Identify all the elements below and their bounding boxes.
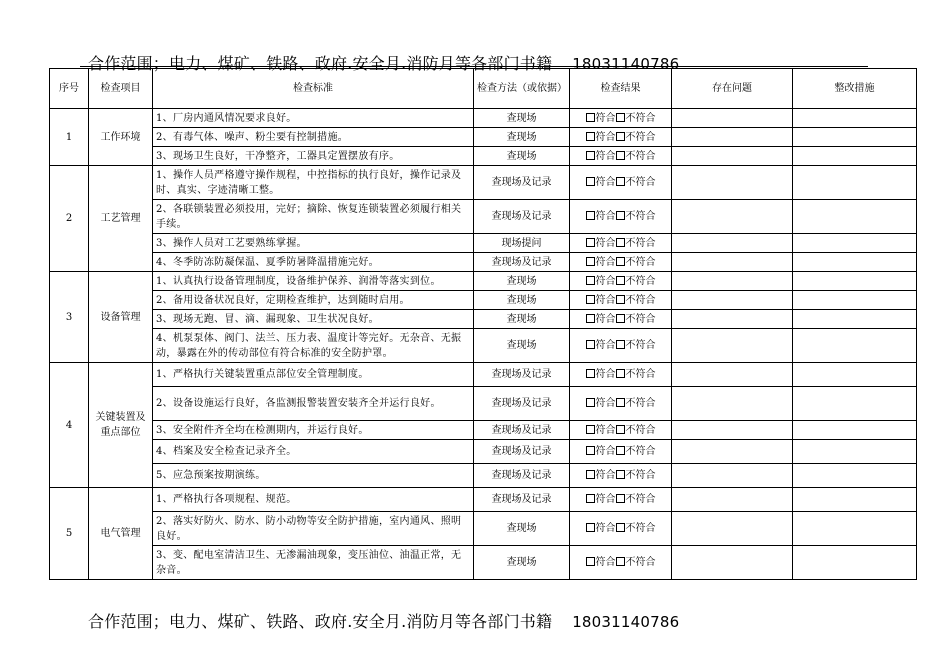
fix-cell[interactable] — [793, 200, 917, 234]
issue-cell[interactable] — [672, 147, 793, 166]
fail-label: 不符合 — [625, 523, 656, 534]
table-row — [50, 387, 917, 421]
check-standard: 2、各联锁装置必须投用，完好；摘除、恢复连锁装置必须履行相关手续。 — [153, 200, 474, 234]
table-row — [50, 291, 917, 310]
pass-label: 符合 — [595, 275, 616, 287]
fix-cell[interactable] — [793, 310, 917, 329]
check-method: 查现场 — [474, 546, 570, 580]
fail-label: 不符合 — [625, 398, 656, 409]
pass-label: 符合 — [595, 177, 616, 188]
fix-cell[interactable] — [793, 166, 917, 200]
fail-label: 不符合 — [625, 237, 656, 249]
checkbox-fail[interactable] — [616, 132, 625, 141]
check-item: 设备管理 — [89, 272, 153, 363]
issue-cell[interactable] — [672, 488, 793, 512]
pass-label: 符合 — [595, 313, 616, 325]
pass-label: 符合 — [595, 131, 616, 143]
table-row — [50, 421, 917, 440]
checkbox-pass[interactable] — [586, 177, 595, 186]
fail-label: 不符合 — [625, 275, 656, 287]
check-item: 电气管理 — [89, 488, 153, 580]
checkbox-pass[interactable] — [586, 494, 595, 503]
checkbox-pass[interactable] — [586, 113, 595, 122]
row-number: 4 — [50, 363, 89, 488]
checkbox-pass[interactable] — [586, 151, 595, 160]
table-header-row — [50, 69, 917, 109]
pass-label: 符合 — [595, 470, 616, 481]
fail-label: 不符合 — [625, 369, 656, 380]
row-number: 5 — [50, 488, 89, 580]
pass-label: 符合 — [595, 369, 616, 380]
checkbox-pass[interactable] — [586, 295, 595, 304]
check-result — [570, 440, 672, 464]
issue-cell[interactable] — [672, 128, 793, 147]
fail-label: 不符合 — [625, 211, 656, 222]
issue-cell[interactable] — [672, 464, 793, 488]
check-item: 关键装置及重点部位 — [89, 363, 153, 488]
checkbox-fail[interactable] — [616, 177, 625, 186]
issue-cell[interactable] — [672, 440, 793, 464]
check-standard: 1、厂房内通风情况要求良好。 — [153, 109, 474, 128]
header-rule — [80, 66, 868, 67]
checkbox-pass[interactable] — [586, 523, 595, 532]
checkbox-pass[interactable] — [586, 557, 595, 566]
table-row — [50, 234, 917, 253]
check-method: 查现场及记录 — [474, 488, 570, 512]
header-item: 检查项目 — [89, 69, 153, 109]
issue-cell[interactable] — [672, 200, 793, 234]
table-row — [50, 200, 917, 234]
checkbox-fail[interactable] — [616, 494, 625, 503]
check-method: 现场提问 — [474, 234, 570, 253]
check-method: 查现场及记录 — [474, 421, 570, 440]
fail-label: 不符合 — [625, 470, 656, 481]
pass-label: 符合 — [595, 424, 616, 436]
fail-label: 不符合 — [625, 150, 656, 162]
check-standard: 3、现场卫生良好，干净整齐，工器具定置摆放有序。 — [153, 147, 474, 166]
check-result — [570, 234, 672, 253]
fail-label: 不符合 — [625, 340, 656, 351]
pass-label: 符合 — [595, 211, 616, 222]
checkbox-fail[interactable] — [616, 211, 625, 220]
check-result — [570, 147, 672, 166]
table-row — [50, 128, 917, 147]
checkbox-fail[interactable] — [616, 238, 625, 247]
checkbox-fail[interactable] — [616, 523, 625, 532]
checkbox-pass[interactable] — [586, 257, 595, 266]
check-method: 查现场 — [474, 272, 570, 291]
check-standard: 2、有毒气体、噪声、粉尘要有控制措施。 — [153, 128, 474, 147]
check-standard: 1、操作人员严格遵守操作规程，中控指标的执行良好，操作记录及时、真实、字迹清晰工整。 — [153, 166, 474, 200]
row-number: 3 — [50, 272, 89, 363]
check-standard: 4、冬季防冻防凝保温、夏季防暑降温措施完好。 — [153, 253, 474, 272]
fail-label: 不符合 — [625, 494, 656, 505]
pass-label: 符合 — [595, 294, 616, 306]
check-method: 查现场 — [474, 329, 570, 363]
fail-label: 不符合 — [625, 131, 656, 143]
fix-cell[interactable] — [793, 546, 917, 580]
issue-cell[interactable] — [672, 363, 793, 387]
issue-cell[interactable] — [672, 387, 793, 421]
check-result — [570, 546, 672, 580]
fail-label: 不符合 — [625, 557, 656, 568]
check-result — [570, 166, 672, 200]
row-number: 2 — [50, 166, 89, 272]
header-method: 检查方法（或依据） — [474, 69, 570, 109]
checkbox-pass[interactable] — [586, 211, 595, 220]
fix-cell[interactable] — [793, 291, 917, 310]
header-result: 检查结果 — [570, 69, 672, 109]
fix-cell[interactable] — [793, 329, 917, 363]
checkbox-fail[interactable] — [616, 257, 625, 266]
check-standard: 4、机泵泵体、阀门、法兰、压力表、温度计等完好。无杂音、无振动，暴露在外的传动部位有符合标准的安全防护罩。 — [153, 329, 474, 363]
issue-cell[interactable] — [672, 291, 793, 310]
check-method: 查现场 — [474, 310, 570, 329]
checkbox-fail[interactable] — [616, 295, 625, 304]
check-result — [570, 109, 672, 128]
table-row — [50, 440, 917, 464]
check-standard: 5、应急预案按期演练。 — [153, 464, 474, 488]
checkbox-pass[interactable] — [586, 446, 595, 455]
pass-label: 符合 — [595, 340, 616, 351]
banner-phone: 18031140786 — [572, 613, 680, 631]
pass-label: 符合 — [595, 446, 616, 457]
checkbox-fail[interactable] — [616, 276, 625, 285]
table-row — [50, 329, 917, 363]
checkbox-fail[interactable] — [616, 151, 625, 160]
inspection-table — [49, 68, 917, 580]
header-issue: 存在问题 — [672, 69, 793, 109]
fix-cell[interactable] — [793, 440, 917, 464]
check-method: 查现场 — [474, 147, 570, 166]
header-fix: 整改措施 — [793, 69, 917, 109]
fix-cell[interactable] — [793, 421, 917, 440]
fail-label: 不符合 — [625, 313, 656, 325]
banner-text: 合作范围；电力、煤矿、铁路、政府.安全月.消防月等各部门书籍 — [88, 54, 553, 73]
table-row — [50, 166, 917, 200]
fix-cell[interactable] — [793, 147, 917, 166]
checkbox-pass[interactable] — [586, 470, 595, 479]
table-row — [50, 272, 917, 291]
check-method: 查现场 — [474, 128, 570, 147]
check-method: 查现场及记录 — [474, 464, 570, 488]
issue-cell[interactable] — [672, 253, 793, 272]
checkbox-fail[interactable] — [616, 425, 625, 434]
pass-label: 符合 — [595, 237, 616, 249]
banner-phone: 18031140786 — [572, 55, 680, 73]
fail-label: 不符合 — [625, 256, 656, 268]
table-row — [50, 363, 917, 387]
check-result — [570, 329, 672, 363]
fix-cell[interactable] — [793, 128, 917, 147]
checkbox-pass[interactable] — [586, 132, 595, 141]
check-result — [570, 387, 672, 421]
checkbox-pass[interactable] — [586, 276, 595, 285]
checkbox-pass[interactable] — [586, 314, 595, 323]
checkbox-fail[interactable] — [616, 340, 625, 349]
check-result — [570, 310, 672, 329]
fail-label: 不符合 — [625, 424, 656, 436]
check-item: 工作环境 — [89, 109, 153, 166]
checkbox-pass[interactable] — [586, 398, 595, 407]
issue-cell[interactable] — [672, 310, 793, 329]
checkbox-fail[interactable] — [616, 113, 625, 122]
check-result — [570, 253, 672, 272]
check-method: 查现场及记录 — [474, 387, 570, 421]
check-result — [570, 363, 672, 387]
table-row — [50, 310, 917, 329]
check-standard: 2、落实好防火、防水、防小动物等安全防护措施，室内通风、照明良好。 — [153, 512, 474, 546]
checkbox-fail[interactable] — [616, 557, 625, 566]
checkbox-pass[interactable] — [586, 369, 595, 378]
pass-label: 符合 — [595, 523, 616, 534]
checkbox-fail[interactable] — [616, 470, 625, 479]
check-result — [570, 464, 672, 488]
fix-cell[interactable] — [793, 253, 917, 272]
pass-label: 符合 — [595, 256, 616, 268]
table-row — [50, 546, 917, 580]
issue-cell[interactable] — [672, 329, 793, 363]
checkbox-fail[interactable] — [616, 369, 625, 378]
check-standard: 3、变、配电室清洁卫生、无渗漏油现象，变压油位、油温正常，无杂音。 — [153, 546, 474, 580]
check-result — [570, 512, 672, 546]
check-method: 查现场 — [474, 109, 570, 128]
pass-label: 符合 — [595, 112, 616, 124]
banner-text: 合作范围；电力、煤矿、铁路、政府.安全月.消防月等各部门书籍 — [88, 612, 553, 631]
check-result — [570, 128, 672, 147]
check-standard: 2、设备设施运行良好，各监测报警装置安装齐全并运行良好。 — [153, 387, 474, 421]
fix-cell[interactable] — [793, 272, 917, 291]
footer-banner — [88, 609, 679, 632]
check-method: 查现场及记录 — [474, 253, 570, 272]
header-no: 序号 — [50, 69, 89, 109]
check-method: 查现场及记录 — [474, 363, 570, 387]
check-standard: 1、严格执行关键装置重点部位安全管理制度。 — [153, 363, 474, 387]
fix-cell[interactable] — [793, 363, 917, 387]
fix-cell[interactable] — [793, 109, 917, 128]
row-number: 1 — [50, 109, 89, 166]
check-standard: 2、备用设备状况良好，定期检查维护，达到随时启用。 — [153, 291, 474, 310]
issue-cell[interactable] — [672, 109, 793, 128]
table-row — [50, 512, 917, 546]
checkbox-fail[interactable] — [616, 314, 625, 323]
table-row — [50, 147, 917, 166]
issue-cell[interactable] — [672, 234, 793, 253]
fix-cell[interactable] — [793, 234, 917, 253]
check-standard: 3、现场无跑、冒、滴、漏现象、卫生状况良好。 — [153, 310, 474, 329]
check-standard: 1、严格执行各项规程、规范。 — [153, 488, 474, 512]
fix-cell[interactable] — [793, 464, 917, 488]
check-standard: 3、操作人员对工艺要熟练掌握。 — [153, 234, 474, 253]
table-row — [50, 109, 917, 128]
fix-cell[interactable] — [793, 512, 917, 546]
check-standard: 4、档案及安全检查记录齐全。 — [153, 440, 474, 464]
checkbox-pass[interactable] — [586, 425, 595, 434]
fail-label: 不符合 — [625, 112, 656, 124]
issue-cell[interactable] — [672, 166, 793, 200]
check-result — [570, 488, 672, 512]
checkbox-pass[interactable] — [586, 340, 595, 349]
check-standard: 1、认真执行设备管理制度，设备维护保养、润滑等落实到位。 — [153, 272, 474, 291]
pass-label: 符合 — [595, 557, 616, 568]
issue-cell[interactable] — [672, 512, 793, 546]
pass-label: 符合 — [595, 150, 616, 162]
check-item: 工艺管理 — [89, 166, 153, 272]
fail-label: 不符合 — [625, 177, 656, 188]
table-row — [50, 488, 917, 512]
issue-cell[interactable] — [672, 421, 793, 440]
check-result — [570, 200, 672, 234]
table-row — [50, 464, 917, 488]
fix-cell[interactable] — [793, 488, 917, 512]
check-method: 查现场及记录 — [474, 440, 570, 464]
header-standard: 检查标准 — [153, 69, 474, 109]
checkbox-pass[interactable] — [586, 238, 595, 247]
fail-label: 不符合 — [625, 446, 656, 457]
check-result — [570, 421, 672, 440]
check-method: 查现场及记录 — [474, 166, 570, 200]
check-result — [570, 272, 672, 291]
table-row — [50, 253, 917, 272]
check-method: 查现场 — [474, 291, 570, 310]
check-method: 查现场及记录 — [474, 200, 570, 234]
check-result — [570, 291, 672, 310]
issue-cell[interactable] — [672, 272, 793, 291]
fail-label: 不符合 — [625, 294, 656, 306]
issue-cell[interactable] — [672, 546, 793, 580]
checkbox-fail[interactable] — [616, 446, 625, 455]
pass-label: 符合 — [595, 398, 616, 409]
check-method: 查现场 — [474, 512, 570, 546]
fix-cell[interactable] — [793, 387, 917, 421]
check-standard: 3、安全附件齐全均在检测期内，并运行良好。 — [153, 421, 474, 440]
pass-label: 符合 — [595, 494, 616, 505]
checkbox-fail[interactable] — [616, 398, 625, 407]
